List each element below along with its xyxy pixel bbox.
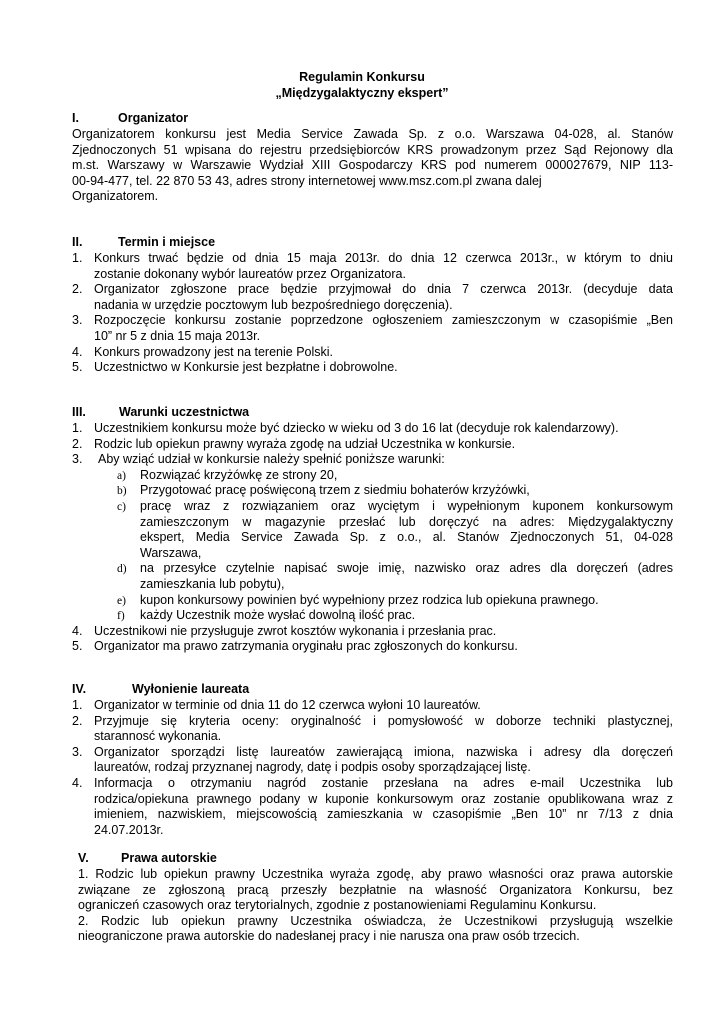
list-item [72, 421, 673, 437]
item-number: 3. [72, 313, 83, 328]
list-item [72, 698, 673, 714]
text-line: m.st. Warszawy w Warszawie Wydział XIII Gospodarczy KRS pod numerem 000027679, NIP 113- [72, 158, 673, 173]
item-number: 2. [72, 282, 83, 297]
section-heading [72, 235, 673, 251]
text-line: Rodzic lub opiekun prawny wyraża zgodę na udział Uczestnika w konkursie. [94, 436, 516, 451]
item-number: 5. [72, 360, 83, 375]
sub-item [117, 561, 673, 592]
sub-item [117, 483, 673, 499]
text-line: związane ze zgłoszoną pracą przeszły bezpłatnie na własność Organizatora Konkursu, bez [78, 882, 673, 897]
text-line: Organizator w terminie od dnia 11 do 12 czerwca wyłoni 10 laureatów. [94, 698, 481, 712]
text-line: Uczestnictwo w Konkursie jest bezpłatne i dobrowolne. [94, 360, 398, 375]
section-title: Termin i miejsce [118, 235, 216, 249]
text-line: Rozpoczęcie konkursu zostanie poprzedzone ogłoszeniem zamieszczonym w czasopiśmie „Ben [94, 313, 673, 328]
sub-item [117, 608, 673, 624]
list-item [72, 639, 673, 655]
section-termin [72, 235, 673, 376]
text-line: Uczestnikiem konkursu może być dziecko w wieku od 3 do 16 lat (decyduje rok kalendarzowy). [94, 421, 619, 435]
document-subtitle: „Międzygalaktyczny ekspert” [275, 86, 449, 100]
text-line: Organizator sporządzi listę laureatów zawierającą imiona, nazwiska i adresy dla doręczeń [94, 744, 673, 759]
item-number: 2. [72, 436, 83, 451]
paragraph [78, 914, 673, 945]
section-prawa-autorskie [78, 851, 673, 945]
item-number: 1. [72, 698, 83, 712]
list-item [72, 251, 673, 282]
item-number: 4. [72, 775, 83, 790]
text-line: nieograniczone prawa autorskie do nadesłanej pracy i nie narusza ona praw osób trzecich. [78, 929, 580, 944]
text-line: kupon konkursowy powinien być wypełniony przez rodzica lub opiekuna prawnego. [140, 592, 599, 607]
text-line: zamieszczonym w magazynie przesłać lub doręczyć na adres: Międzygalaktyczny [140, 514, 673, 529]
sub-item-letter: e) [117, 594, 126, 607]
text-line: Zjednoczonych 51 wpisana do rejestru przedsiębiorców KRS prowadzonym przez Sąd Rejonowy dla [72, 142, 673, 157]
sub-item-letter: c) [117, 500, 126, 513]
text-line: Organizatorem konkursu jest Media Service Zawada Sp. z o.o. Warszawa 04-028, al. Stanów [72, 127, 673, 141]
sub-item [117, 467, 673, 484]
text-line: Organizatorem. [72, 189, 159, 204]
text-line: laureatów, rodzaj przyznanej nagrody, datę i podpis osoby sporządzającej listę. [94, 760, 531, 775]
document-title: Regulamin Konkursu [299, 70, 425, 84]
item-number: 4. [72, 344, 83, 359]
text-line: każdy Uczestnik może wysłać dowolną ilość prac. [140, 608, 416, 623]
item-number: 5. [72, 639, 83, 654]
text-line: Organizator ma prawo zatrzymania oryginału prac zgłoszonych do konkursu. [94, 639, 518, 654]
text-line: zamieszkania lub pobytu), [140, 576, 285, 591]
list-item [72, 282, 673, 313]
text-line: na przesyłce czytelnie napisać swoje imię, nazwisko oraz adres dla doręczeń (adres [140, 561, 673, 576]
text-line: 2. Rodzic lub opiekun prawny Uczestnika oświadcza, że Uczestnikowi przysługują wszelkie [78, 913, 673, 928]
text-line: starannosć wykonania. [94, 729, 222, 744]
list-item [72, 624, 673, 640]
text-line: Aby wziąć udział w konkursie należy spełnić poniższe warunki: [98, 452, 445, 467]
section-heading [72, 682, 673, 698]
list-item [72, 452, 673, 468]
text-line: Rozwiązać krzyżówkę ze strony 20, [140, 467, 338, 482]
section-numeral: III. [72, 405, 86, 419]
text-line: rodzica/opiekuna prawnego podany w kuponie konkursowym oraz zostanie opublikowana wraz z [94, 791, 673, 806]
text-line: Uczestnikowi nie przysługuje zwrot kosztów wykonania i przesłania prac. [94, 623, 497, 638]
sub-item-letter: f) [117, 610, 125, 623]
text-line: Informacja o otrzymaniu nagród zostanie przesłana na adres e-mail Uczestnika lub [94, 775, 673, 790]
text-line: 10” nr 5 z dnia 15 maja 2013r. [94, 328, 261, 343]
section-numeral: I. [72, 111, 79, 125]
list-item [72, 745, 673, 776]
item-number: 1. [72, 251, 83, 265]
section-heading [72, 405, 673, 421]
text-line: zostanie dokonany wybór laureatów przez Organizatora. [94, 266, 406, 281]
list-item [72, 776, 673, 838]
section-numeral: V. [78, 851, 89, 865]
text-line: 00-94-477, tel. 22 870 53 43, adres strony internetowej www.msz.com.pl zwana dalej [72, 173, 542, 188]
text-line: Przygotować pracę poświęconą trzem z siedmiu bohaterów krzyżówki, [140, 483, 530, 498]
list-item [72, 360, 673, 376]
section-heading [78, 851, 673, 867]
section-numeral: II. [72, 235, 83, 249]
text-line: ekspert, Media Service Zawada Sp. z o.o., al. Stanów Zjednoczonych 51, 04-028 [140, 530, 673, 545]
section-numeral: IV. [72, 682, 87, 696]
sub-item-letter: d) [117, 563, 127, 576]
document-title-block [0, 69, 724, 101]
item-number: 3. [72, 744, 83, 759]
text-line: Organizator zgłoszone prace będzie przyjmował do dnia 7 czerwca 2013r. (decyduje data [94, 282, 673, 297]
list-item [72, 437, 673, 453]
text-line: Przyjmuje się kryteria oceny: oryginalność i pomysłowość w doborze techniki plastycznej, [94, 713, 673, 728]
paragraph [78, 867, 673, 914]
sub-item [117, 592, 673, 609]
text-line: ograniczeń czasowych oraz terytorialnych, zgodnie z postanowieniami Regulaminu Konkursu. [78, 898, 597, 913]
text-line: Konkurs prowadzony jest na terenie Polski. [94, 344, 334, 359]
text-line: 24.07.2013r. [94, 822, 164, 837]
section-organizator [72, 111, 673, 205]
item-number: 1. [72, 421, 83, 435]
text-line: imieniem, nazwiskiem, miejscowością zamieszkania w czasopiśmie „Ben 10” nr 7/13 z dnia [94, 807, 673, 822]
text-line: 1. Rodzic lub opiekun prawny Uczestnika wyraża zgodę, aby prawo własności oraz prawa autorskie [78, 867, 673, 881]
text-line: Konkurs trwać będzie od dnia 15 maja 2013r. do dnia 12 czerwca 2013r., w którym to dniu [94, 251, 673, 265]
list-item [72, 345, 673, 361]
section-warunki [72, 405, 673, 655]
text-line: pracę wraz z rozwiązaniem oraz wyciętym i wypełnionym kuponem konkursowym [140, 498, 673, 513]
text-line: Warszawa, [140, 545, 202, 560]
section-title: Prawa autorskie [121, 851, 217, 865]
section-title: Wyłonienie laureata [132, 682, 250, 696]
sub-item-letter: b) [117, 485, 127, 498]
item-number: 3. [72, 452, 83, 467]
list-item [72, 714, 673, 745]
section-wylonienie [72, 682, 673, 838]
section-heading [72, 111, 673, 127]
section-title: Organizator [118, 111, 189, 125]
item-number: 4. [72, 623, 83, 638]
list-item [72, 313, 673, 344]
sub-item-letter: a) [117, 469, 126, 482]
sub-item [117, 498, 673, 561]
text-line: nadania w urzędzie pocztowym lub bezpośredniego doręczenia). [94, 297, 453, 312]
item-number: 2. [72, 713, 83, 728]
section-title: Warunki uczestnictwa [119, 405, 250, 419]
